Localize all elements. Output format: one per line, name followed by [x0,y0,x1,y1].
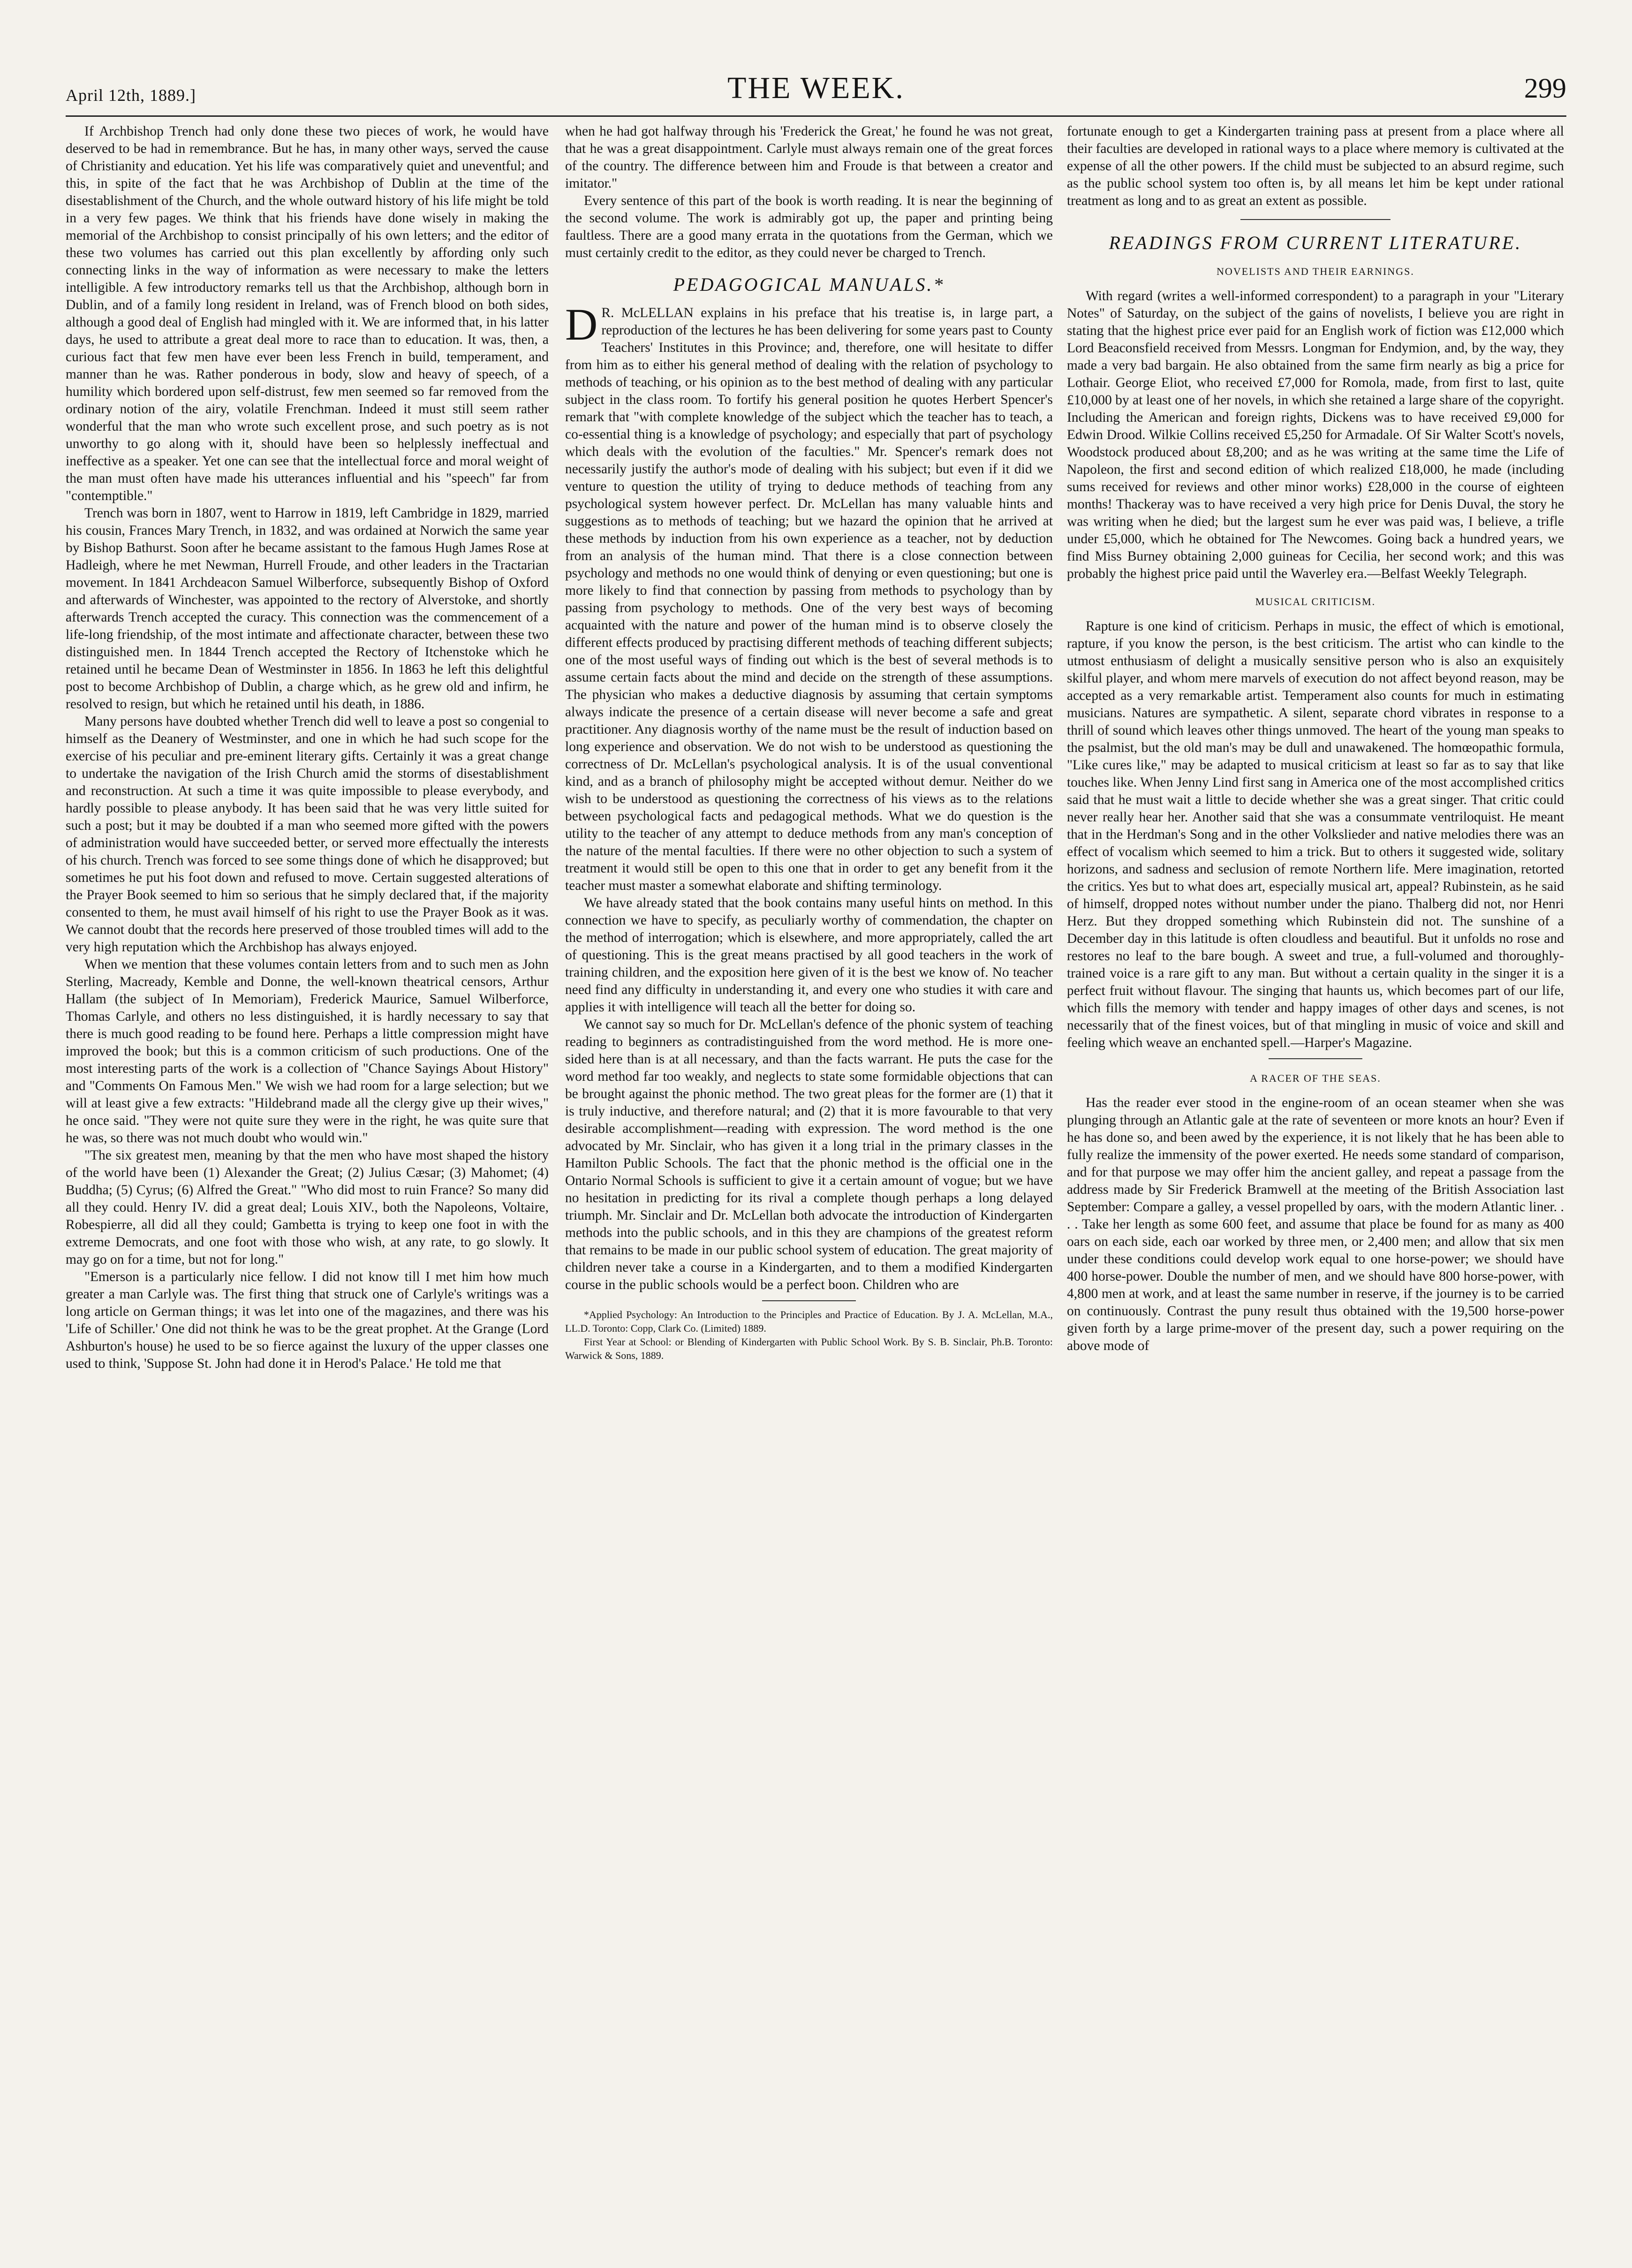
masthead-title: THE WEEK. [727,71,905,105]
paragraph: If Archbishop Trench had only done these two pieces of work, he would have deserved to be had in remembrance. But he has, in many other ways, served the cause of Christianity and education. Yet his life was comparatively quiet and uneventful; and this, in spite of the fact that he was Archbishop of Dublin at the time of the disestablishment of the Church, and the whole outward history of his life might be told in a very few pages. We think that his friends have done wisely in making the memorial of the Archbishop to consist principally of his own letters; and the editor of these two volumes has carried out this plan excellently by affording only such connecting links in the way of information as were necessary to make the letters intelligible. A few introductory remarks tell us that the Archbishop, although born in Dublin, and of a family long resident in Ireland, was of French blood on both sides, although a good deal of English had mingled with it. We are informed that, in his latter days, he used to attribute a great deal more to race than to education. It was, then, a curious fact that few men have ever been less French in build, temperament, and manner than he was. Rather ponderous in body, slow and heavy of speech, of a humility which bordered upon self-distrust, few men seemed so far removed from the ordinary notion of the airy, volatile Frenchman. Indeed it must still seem rather wonderful that the man who wrote such excellent prose, and such poetry as is not unworthy to go along with it, should have been so helplessly ineffectual and ineffective as a speaker. Yet one can see that the intellectual force and moral weight of the man must often have made his utterances influential and his "speech" far from "contemptible." [66,124,549,503]
paragraph: When we mention that these volumes contain letters from and to such men as John Sterling, Macready, Kemble and Donne, the well-known theatrical censors, Arthur Hallam (the subject of In Memoriam), Frederick Maurice, Samuel Wilberforce, Thomas Carlyle, and others no less distinguished, it is hardly necessary to say that there is much good reading to be found here. Perhaps a little compression might have improved the book; but this is a common criticism of such productions. One of the most interesting parts of the work is a collection of "Chance Sayings About History" and "Comments On Famous Men." We wish we had room for a large selection; but we will at least give a few extracts: "Hildebrand made all the clergy give up their wives," he once said. "They were not quite sure they were in the right, he was quite sure that he was, so there was not much doubt who would win." [66,957,549,1145]
header-rule [66,115,1566,117]
issue-date: April 12th, 1889.] [66,86,196,105]
subheading-racer-of-the-seas: A RACER OF THE SEAS. [1250,1072,1381,1084]
page-number: 299 [1524,73,1566,104]
paragraph: fortunate enough to get a Kindergarten training pass at present from a place where all their faculties are developed in rational ways to a place where memory is cultivated at the expense of all the other powers. If the child must be subjected to an absurd regime, such as the public school system too often is, by all means let him be kept under rational treatment as long and to as great an extent as possible. [1067,124,1564,208]
footnote-rule [762,1300,856,1301]
paragraph: We have already stated that the book contains many useful hints on method. In this connection we have to specify, as peculiarly worthy of commendation, the chapter on the method of interrogation; which is elsewhere, and more appropriately, called the art of questioning. This is the great means practised by all good teachers in the work of training children, and the exposition here given of it is the best we know of. No teacher need find any difficulty in understanding it, and every one who studies it with care and applies it with intelligence will teach all the better for doing so. [565,895,1053,1015]
footnote: First Year at School: or Blending of Kindergarten with Public School Work. By S. B. Sinclair, Ph.B. Toronto: Warwick & Sons, 1889. [565,1336,1053,1361]
paragraph: Many persons have doubted whether Trench did well to leave a post so congenial to himself as the Deanery of Westminster, and one in which he had such scope for the exercise of his peculiar and pre-eminent literary gifts. Certainly it was a great change to undertake the navigation of the Irish Church amid the storms of disestablishment and reconstruction. At such a time it was quite impossible to please everybody, and hardly possible to please anybody. It has been said that he was very little suited for such a post; but it may be doubted if a man who seemed more gifted with the powers of administration would have succeeded better, or served more effectually the interests of his church. Trench was forced to see some things done of which he disapproved; but sometimes he put his foot down and refused to move. Certain suggested alterations of the Prayer Book seemed to him so serious that he simply declared that, if the majority consented to them, he must avail himself of his right to use the Prayer Book as it was. We cannot doubt that the records here preserved of those troubled times will add to the very high reputation which the Archbishop has always enjoyed. [66,714,549,955]
paragraph: "The six greatest men, meaning by that the men who have most shaped the history of the world have been (1) Alexander the Great; (2) Julius Cæsar; (3) Mahomet; (4) Buddha; (5) Cyrus; (6) Alfred the Great." "Who did most to ruin France? So many did all they could. Henry IV. did a great deal; Louis XIV., both the Napoleons, Voltaire, Robespierre, all did all they could; Gambetta is trying to keep one foot in with the extreme Democrats, and one foot with those who wish, at any rate, to go slowly. It may go on for a time, but not for long." [66,1148,549,1267]
subheading-musical-criticism: MUSICAL CRITICISM. [1255,596,1376,607]
column-3 [1067,123,1564,2253]
paragraph: when he had got halfway through his 'Frederick the Great,' he found he was not great, that he was a great disappointment. Carlyle must always remain one of the great forces of the country. The difference between him and Froude is that between a creator and imitator." [565,124,1053,191]
paragraph: We cannot say so much for Dr. McLellan's defence of the phonic system of teaching reading to beginners as contradistinguished from the word method. He is more one-sided here than is at all necessary, and than the facts warrant. He puts the case for the word method far too weakly, and neglects to state some formidable objections that can be brought against the phonic method. The two great pleas for the former are (1) that it is truly inductive, and therefore natural; and (2) that it is more favourable to that very desirable accomplishment—reading with expression. The word method is the one advocated by Mr. Sinclair, who has given it a long trial in the primary classes in the Hamilton Public Schools. The fact that the phonic method is the official one in the Ontario Normal Schools is sufficient to give it a certain amount of vogue; but we have no hesitation in predicting for its rival a complete though perhaps a long delayed triumph. Mr. Sinclair and Dr. McLellan both advocate the introduction of Kindergarten methods into the public schools, and in this they are champions of the greatest reform that remains to be made in our public school system of education. The great majority of children never take a course in a Kindergarten, and to them a modified Kindergarten course in the public schools would be a perfect boon. Children who are [565,1017,1053,1292]
page-header [66,66,1566,117]
paragraph: Every sentence of this part of the book is worth reading. It is near the beginning of the second volume. The work is admirably got up, the paper and printing being faultless. There are a good many errata in the quotations from the German, which we must certainly credit to the editor, as they could never be charged to Trench. [565,193,1053,260]
subheading-novelists: NOVELISTS AND THEIR EARNINGS. [1216,265,1414,277]
paragraph: "Emerson is a particularly nice fellow. I did not know till I met him how much greater a man Carlyle was. The first thing that struck one of Carlyle's writings was a long article on German things; it was let into one of the magazines, and there was his 'Life of Schiller.' One did not think he was to be the great prophet. At the Grange (Lord Ashburton's house) he used to be so fierce against the luxury of the upper classes one used to think, 'Suppose St. John had done it in Herod's Palace.' He told me that [66,1269,549,1371]
column-1 [66,123,549,2253]
footnote: *Applied Psychology: An Introduction to the Principles and Practice of Education. By J. A. McLellan, M.A., LL.D. Toronto: Copp, Clark Co. (Limited) 1889. [565,1309,1053,1334]
paragraph-text: R. McLELLAN explains in his preface that his treatise is, in large part, a reproduction of the lectures he has been delivering for some years past to County Teachers' Institutes in this Province; and, therefore, one will hesitate to differ from him as to either his general method of dealing with the relation of psychology to methods of teaching, or his opinion as to the best method of dealing with any particular subject in the class room. To fortify his general position he quotes Herbert Spencer's remark that "with complete knowledge of the subject which the teacher has to teach, a co-essential thing is a knowledge of psychology; and especially that part of psychology which deals with the evolution of the faculties." Mr. Spencer's remark does not necessarily justify the author's mode of dealing with his subject; but even if it did we venture to question the utility of trying to deduce methods of teaching from any psychological system however perfect. Dr. McLellan has many valuable hints and suggestions as to methods of teaching; but we hazard the opinion that he arrived at these methods by induction from his own experience as a teacher, not by deduction from an analysis of the human mind. That there is a close connection between psychology and methods no one would think of denying or even questioning; but one is more likely to find that connection by passing from methods to psychology than by passing from psychology to methods. One of the very best ways of becoming acquainted with the nature and power of the human mind is to observe closely the different effects produced by practising different methods of teaching different subjects; one of the most useful ways of finding out which is the best of several methods is to assume certain facts about the mind and decide on the strength of these assumptions. The physician who makes a deductive diagnosis by assuming that certain symptoms always indicate the presence of a certain disease will never become a safe and great practitioner. Any diagnosis worthy of the name must be the result of induction based on long experience and observation. We do not wish to be understood as questioning the correctness of Dr. McLellan's psychological analysis. It is of the usual conventional kind, and as a branch of philosophy might be accepted without demur. Neither do we wish to be understood as questioning the correctness of his views as to the relations between psychological facts and pedagogical methods. What we do question is the utility to the teacher of any attempt to deduce methods from any man's conception of the nature of the mental faculties. If there were no other objection to such a system of treatment it would still be open to this one that in order to get any benefit from it the teacher must master a somewhat elaborate and shifting terminology. [565,305,1053,893]
column-2 [565,123,1053,2253]
paragraph: Rapture is one kind of criticism. Perhaps in music, the effect of which is emotional, rapture, if you know the person, is the best criticism. The artist who can kindle to the utmost enthusiasm of delight a musically sensitive person who is also an exquisitely skilful player, and whom mere marvels of execution do not affect beyond reason, may be accepted as a very remarkable artist. Temperament also counts for much in estimating musicians. Natures are sympathetic. A silent, separate chord vibrates in response to a thrill of sound which leaves other things unmoved. The heart of the young man speaks to the psalmist, but the old man's may be dull and unawakened. The homœopathic formula, "Like cures like," may be adapted to musical criticism at least so far as to say that like touches like. When Jenny Lind first sang in America one of the most accomplished critics said that he must wait a little to decide whether she was a great singer. That critic could never really hear her. Another said that she was a consummate ventriloquist. He meant that in the Herdman's Song and in the other Volkslieder and native melodies there was an effect of vocalism which seemed to him a trick. But to others it suggested wide, solitary horizons, and sadness and seclusion of remote Northern life. Mere imagination, retorted the critics. Yes but to what does art, especially musical art, appeal? Rubinstein, as he said of himself, dropped notes without number under the piano. Thalberg did not, nor Henri Herz. But they dropped something which Rubinstein did not. The sunshine of a December day in this latitude is often cloudless and beautiful. But it unfolds no rose and restores no leaf to the bare bough. A sweet and true, a full-volumed and thoroughly-trained voice is a rare gift to any man. But without a certain quality in the singer it is a perfect fruit without flavour. The singing that haunts us, which becomes part of our life, which fills the memory with tender and happy images of other days and scenes, is not necessarily that of the finest voices, but of that mingling in music of voice and skill and feeling which weave an enchanted spell.—Harper's Magazine. [1067,619,1564,1050]
section-heading-pedagogical-manuals: PEDAGOGICAL MANUALS.* [673,274,945,295]
paragraph [565,299,1053,895]
drop-cap: D [565,299,598,349]
section-heading-readings: READINGS FROM CURRENT LITERATURE. [1109,232,1522,253]
paragraph: Has the reader ever stood in the engine-room of an ocean steamer when she was plunging through an Atlantic gale at the rate of seventeen or more knots an hour? Even if he has done so, and been awed by the experience, it is not likely that he has been able to fully realize the immensity of the power exerted. He needs some standard of comparison, and for that purpose we may offer him the ancient galley, and repeat a passage from the address made by Sir Frederick Bramwell at the meeting of the British Association last September: Compare a galley, a vessel propelled by oars, with the modern Atlantic liner. . . . Take her length as some 600 feet, and assume that place be found for as many as 400 oars on each side, each oar worked by three men, or 2,400 men; and allow that six men under these conditions could develop work equal to one horse-power; we should have 400 horse-power. Double the number of men, and we should have 800 horse-power, with 4,800 men at work, and at least the same number in reserve, if the journey is to be carried on continuously. Contrast the puny result thus obtained with the 19,500 horse-power given forth by a large prime-mover of the present day, such a power requiring on the above mode of [1067,1095,1564,1353]
section-divider [1240,219,1390,220]
paragraph: With regard (writes a well-informed correspondent) to a paragraph in your "Literary Notes" of Saturday, on the subject of the gains of novelists, I believe you are right in stating that the highest price ever paid for an English work of fiction was £12,000 which Lord Beaconsfield received from Messrs. Longman for Endymion, and, by the way, they made a very bad bargain. He also obtained from the same firm nearly as big a price for Lothair. George Eliot, who received £7,000 for Romola, made, from first to last, quite £10,000 by at least one of her novels, in which she retained a large share of the copyright. Including the American and foreign rights, Dickens was to have received £9,000 for Edwin Drood. Wilkie Collins received £5,250 for Armadale. Of Sir Walter Scott's novels, Woodstock produced about £8,200; and as he was writing at the same time the Life of Napoleon, the first and second edition of which realized £18,000, he made (including sums received for reviews and other minor works) £28,000 in the course of eighteen months! Thackeray was to have received a very high price for Denis Duval, the story he was writing when he died; but the largest sum he ever was paid was, I believe, a trifle under £5,000, which he obtained for The Newcomes. Going back a hundred years, we find Miss Burney obtaining 2,000 guineas for Cecilia, her second work; and this was probably the highest price paid until the Waverley era.—Belfast Weekly Telegraph. [1067,288,1564,581]
paragraph: Trench was born in 1807, went to Harrow in 1819, left Cambridge in 1829, married his cousin, Frances Mary Trench, in 1832, and was ordained at Norwich the same year by Bishop Bathurst. Soon after he became assistant to the famous Hugh James Rose at Hadleigh, where he met Newman, Hurrell Froude, and other leaders in the Tractarian movement. In 1841 Archdeacon Samuel Wilberforce, subsequently Bishop of Oxford and afterwards of Winchester, was appointed to the rectory of Alverstoke, and shortly afterwards Trench accepted the curacy. This connection was the commencement of a life-long friendship, of the most intimate and affectionate character, between these two distinguished men. In 1844 Trench accepted the Rectory of Itchenstoke which he retained until he became Dean of Westminster in 1856. In 1863 he left this delightful post to become Archbishop of Dublin, a charge which, as he grew old and infirm, he resolved to resign, but which he retained until his death, in 1886. [66,506,549,712]
article-divider [1269,1058,1362,1059]
